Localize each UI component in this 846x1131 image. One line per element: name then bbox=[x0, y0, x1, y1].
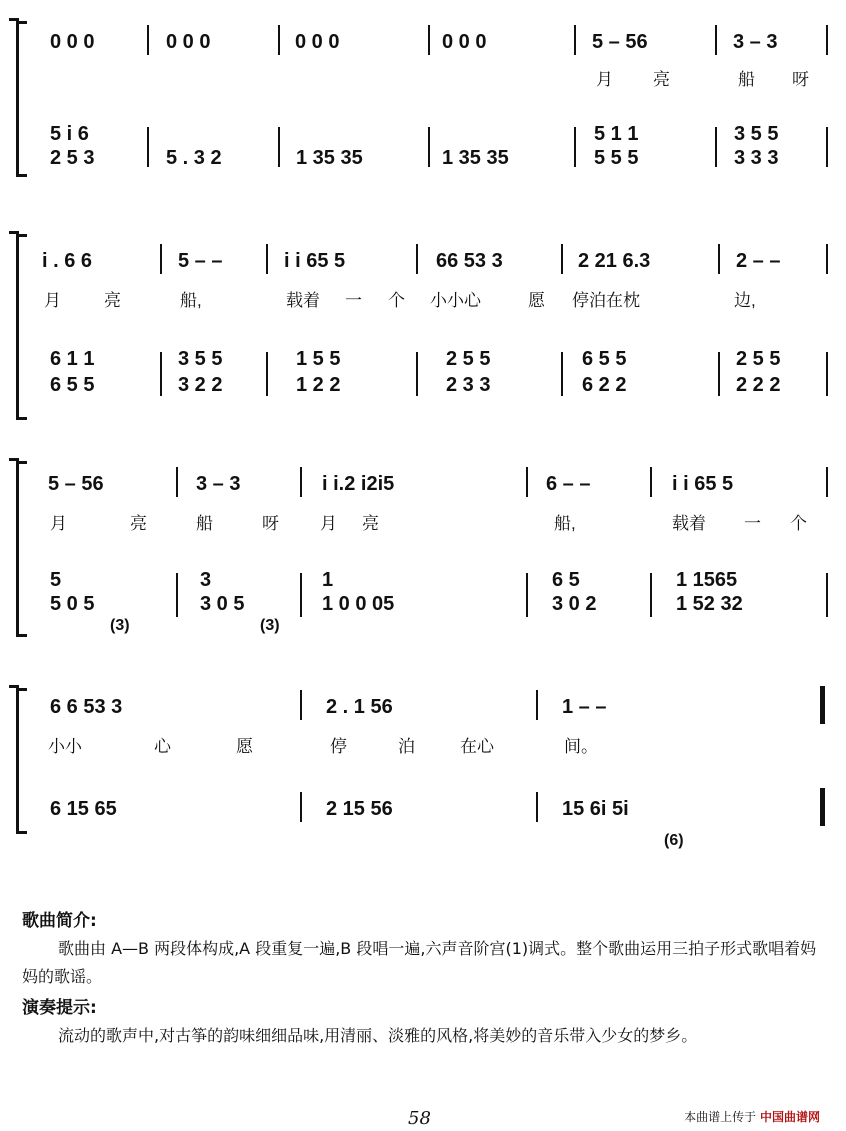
accomp-bottom: 3 0 5 bbox=[200, 593, 245, 615]
melody-measure: 0 0 0 bbox=[442, 31, 487, 53]
credit-site-logo: 中国曲谱网 bbox=[759, 1110, 820, 1124]
repeat-count: (3) bbox=[260, 617, 280, 634]
accomp-top: 1 35 35 bbox=[442, 147, 509, 169]
barline bbox=[428, 25, 430, 55]
lyric: 月 bbox=[596, 70, 613, 89]
tips-text: 流动的歌声中,对古筝的韵味细细品味,用清丽、淡雅的风格,将美妙的音乐带入少女的梦乡。 bbox=[58, 1026, 698, 1045]
barline bbox=[715, 127, 717, 167]
accomp-top: 6 5 bbox=[552, 569, 580, 591]
accomp-top: 5 i 6 bbox=[50, 123, 89, 145]
accomp-bottom: 1 0 0 05 bbox=[322, 593, 395, 615]
barline bbox=[826, 127, 828, 167]
barline bbox=[176, 573, 178, 617]
melody-measure: 2 21 6.3 bbox=[578, 250, 651, 272]
accomp-bottom: 6 5 5 bbox=[50, 374, 95, 396]
melody-measure: 0 0 0 bbox=[50, 31, 95, 53]
barline bbox=[526, 467, 528, 497]
melody-measure: 6 6 53 3 bbox=[50, 696, 123, 718]
system-bracket bbox=[16, 234, 27, 420]
accomp-top: 2 5 5 bbox=[446, 348, 491, 370]
barline bbox=[416, 352, 418, 396]
lyric: 一 bbox=[345, 291, 362, 310]
barline bbox=[826, 25, 828, 55]
barline bbox=[826, 352, 828, 396]
melody-measure: i . 6 6 bbox=[42, 250, 93, 272]
lyric: 船, bbox=[554, 514, 576, 533]
barline bbox=[278, 25, 280, 55]
accomp-bottom: 5 0 5 bbox=[50, 593, 95, 615]
lyric: 船 bbox=[196, 514, 213, 533]
lyric: 月 bbox=[320, 514, 337, 533]
melody-measure: i i 65 5 bbox=[284, 250, 346, 272]
lyric: 个 bbox=[790, 514, 807, 533]
barline bbox=[650, 573, 652, 617]
barline bbox=[266, 352, 268, 396]
lyric: 船 bbox=[738, 70, 755, 89]
accomp-top: 1 1565 bbox=[676, 569, 738, 591]
lyric: 个 bbox=[388, 291, 405, 310]
lyric: 小小 bbox=[48, 737, 82, 756]
accomp-top: 1 5 5 bbox=[296, 348, 341, 370]
melody-measure: 3 – 3 bbox=[196, 473, 241, 495]
accomp-top: 6 1 1 bbox=[50, 348, 95, 370]
barline bbox=[561, 244, 563, 274]
barline bbox=[715, 25, 717, 55]
lyric: 载着 bbox=[286, 291, 320, 310]
page-number: 58 bbox=[408, 1108, 431, 1129]
melody-measure: i i.2 i2i5 bbox=[322, 473, 395, 495]
accomp-top: 3 5 5 bbox=[734, 123, 779, 145]
lyric: 一 bbox=[744, 514, 761, 533]
accomp-top: 2 5 5 bbox=[736, 348, 781, 370]
system-bracket bbox=[16, 461, 27, 637]
lyric: 亮 bbox=[104, 291, 121, 310]
lyric: 呀 bbox=[262, 514, 279, 533]
lyric: 愿 bbox=[528, 291, 545, 310]
melody-measure: 0 0 0 bbox=[295, 31, 340, 53]
melody-measure: 5 – 56 bbox=[48, 473, 104, 495]
accomp-measure: 2 15 56 bbox=[326, 798, 393, 820]
barline bbox=[574, 127, 576, 167]
melody-measure: 2 . 1 56 bbox=[326, 696, 393, 718]
barline bbox=[300, 792, 302, 822]
final-barline bbox=[820, 686, 825, 724]
barline bbox=[536, 690, 538, 720]
barline bbox=[416, 244, 418, 274]
melody-measure: 5 – 56 bbox=[592, 31, 648, 53]
melody-measure: 1 – – bbox=[562, 696, 607, 718]
accomp-measure: 15 6i 5i bbox=[562, 798, 629, 820]
lyric: 停 bbox=[330, 737, 347, 756]
lyric: 泊 bbox=[398, 737, 415, 756]
intro-text: 歌曲由 A—B 两段体构成,A 段重复一遍,B 段唱一遍,六声音阶宫(1)调式。整个歌曲运用三拍子形式歌唱着妈妈的歌谣。 bbox=[22, 939, 817, 986]
barline bbox=[300, 467, 302, 497]
barline bbox=[266, 244, 268, 274]
barline bbox=[536, 792, 538, 822]
accomp-bottom: 2 3 3 bbox=[446, 374, 491, 396]
barline bbox=[574, 25, 576, 55]
accomp-top: 6 5 5 bbox=[582, 348, 627, 370]
barline bbox=[826, 244, 828, 274]
lyric: 小小心 bbox=[430, 291, 481, 310]
accomp-bottom: 6 2 2 bbox=[582, 374, 627, 396]
lyric: 愿 bbox=[236, 737, 253, 756]
upload-credit bbox=[684, 1108, 820, 1125]
lyric: 载着 bbox=[672, 514, 706, 533]
melody-measure: 66 53 3 bbox=[436, 250, 503, 272]
barline bbox=[300, 573, 302, 617]
barline bbox=[428, 127, 430, 167]
accomp-bottom: 1 52 32 bbox=[676, 593, 743, 615]
accomp-top: 1 35 35 bbox=[296, 147, 363, 169]
barline bbox=[718, 352, 720, 396]
lyric: 呀 bbox=[792, 70, 809, 89]
accomp-bottom: 5 5 5 bbox=[594, 147, 639, 169]
barline bbox=[176, 467, 178, 497]
lyric: 亮 bbox=[362, 514, 379, 533]
accomp-bottom: 1 2 2 bbox=[296, 374, 341, 396]
accomp-bottom: 3 0 2 bbox=[552, 593, 597, 615]
repeat-count: (6) bbox=[664, 832, 684, 849]
accomp-top: 5 bbox=[50, 569, 62, 591]
lyric: 月 bbox=[50, 514, 67, 533]
barline bbox=[160, 352, 162, 396]
barline bbox=[561, 352, 563, 396]
final-barline bbox=[820, 788, 825, 826]
credit-prefix: 本曲谱上传于 bbox=[684, 1110, 757, 1124]
lyric: 停泊在枕 bbox=[572, 291, 640, 310]
accomp-bottom: 2 5 3 bbox=[50, 147, 95, 169]
barline bbox=[718, 244, 720, 274]
accomp-measure: 6 15 65 bbox=[50, 798, 117, 820]
barline bbox=[160, 244, 162, 274]
barline bbox=[278, 127, 280, 167]
lyric: 边, bbox=[734, 291, 756, 310]
repeat-count: (3) bbox=[110, 617, 130, 634]
melody-measure: 6 – – bbox=[546, 473, 591, 495]
lyric: 船, bbox=[180, 291, 202, 310]
barline bbox=[826, 467, 828, 497]
melody-measure: 5 – – bbox=[178, 250, 223, 272]
melody-measure: i i 65 5 bbox=[672, 473, 734, 495]
accomp-bottom: 2 2 2 bbox=[736, 374, 781, 396]
barline bbox=[300, 690, 302, 720]
barline bbox=[526, 573, 528, 617]
tips-heading: 演奏提示: bbox=[22, 998, 97, 1018]
lyric: 月 bbox=[44, 291, 61, 310]
accomp-top: 3 bbox=[200, 569, 212, 591]
accomp-top: 5 1 1 bbox=[594, 123, 639, 145]
barline bbox=[147, 127, 149, 167]
accomp-top: 1 bbox=[322, 569, 334, 591]
lyric: 间。 bbox=[564, 737, 598, 756]
song-notes bbox=[22, 906, 822, 1050]
lyric: 亮 bbox=[653, 70, 670, 89]
system-bracket bbox=[16, 21, 27, 177]
melody-measure: 2 – – bbox=[736, 250, 781, 272]
melody-measure: 0 0 0 bbox=[166, 31, 211, 53]
intro-heading: 歌曲简介: bbox=[22, 911, 97, 931]
barline bbox=[650, 467, 652, 497]
lyric: 亮 bbox=[130, 514, 147, 533]
accomp-top: 3 5 5 bbox=[178, 348, 223, 370]
barline bbox=[147, 25, 149, 55]
accomp-bottom: 3 2 2 bbox=[178, 374, 223, 396]
melody-measure: 3 – 3 bbox=[733, 31, 778, 53]
accomp-top: 5 . 3 2 bbox=[166, 147, 222, 169]
lyric: 心 bbox=[154, 737, 171, 756]
lyric: 在心 bbox=[460, 737, 494, 756]
barline bbox=[826, 573, 828, 617]
system-bracket bbox=[16, 688, 27, 834]
accomp-bottom: 3 3 3 bbox=[734, 147, 779, 169]
